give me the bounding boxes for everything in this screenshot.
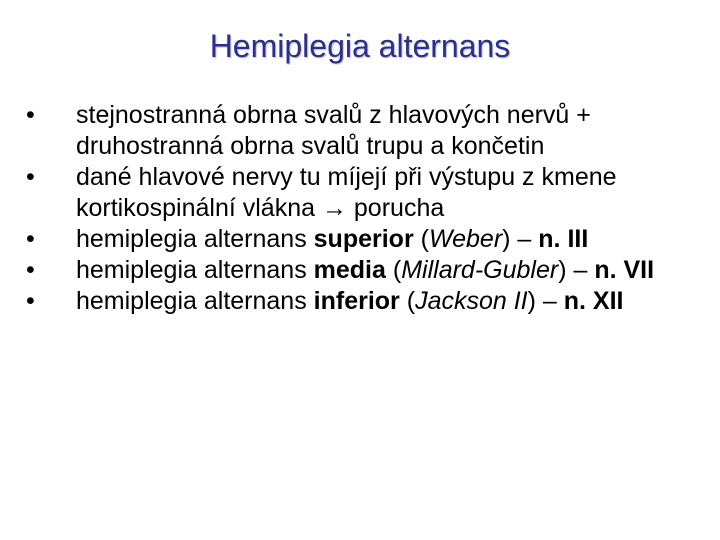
bullet-text	[76, 256, 654, 284]
bullet-marker: •	[26, 225, 35, 253]
bullet-list	[26, 100, 696, 317]
eponym: Jackson II	[415, 287, 528, 315]
text-segment: dané hlavové nervy tu míjejí při výstupu z kmene kortikospinální vlákna → porucha	[76, 163, 617, 222]
text-segment: (	[399, 287, 416, 315]
text-segment: hemiplegia alternans	[76, 225, 314, 253]
bold-term: media	[313, 256, 386, 284]
bold-term: superior	[313, 225, 414, 253]
bold-term: n. XII	[563, 287, 624, 315]
slide-title: Hemiplegia alternans	[209, 28, 511, 64]
bullet-item	[26, 255, 696, 286]
bullet-marker: •	[26, 287, 35, 315]
bold-term: n. VII	[594, 256, 655, 284]
text-segment: stejnostranná obrna svalů z hlavových nervů + druhostranná obrna svalů trupu a končetin	[76, 101, 591, 160]
bold-term: inferior	[313, 287, 400, 315]
eponym: Weber	[428, 225, 503, 253]
bullet-item	[26, 100, 696, 162]
bullet-marker: •	[26, 163, 35, 191]
eponym: Millard-Gubler	[401, 256, 559, 284]
bullet-text	[76, 101, 591, 160]
bullet-text	[76, 163, 617, 222]
bold-term: n. III	[538, 225, 589, 253]
text-segment: ) –	[527, 287, 564, 315]
text-segment: hemiplegia alternans	[76, 287, 314, 315]
bullet-text	[76, 287, 623, 315]
bullet-item	[26, 286, 696, 317]
bullet-text	[76, 225, 588, 253]
bullet-marker: •	[26, 256, 35, 284]
text-segment: hemiplegia alternans	[76, 256, 314, 284]
text-segment: (	[413, 225, 429, 253]
bullet-item	[26, 162, 696, 224]
text-segment: ) –	[558, 256, 595, 284]
bullet-marker: •	[26, 101, 35, 129]
bullet-item	[26, 224, 696, 255]
text-segment: ) –	[502, 225, 539, 253]
text-segment: (	[385, 256, 402, 284]
